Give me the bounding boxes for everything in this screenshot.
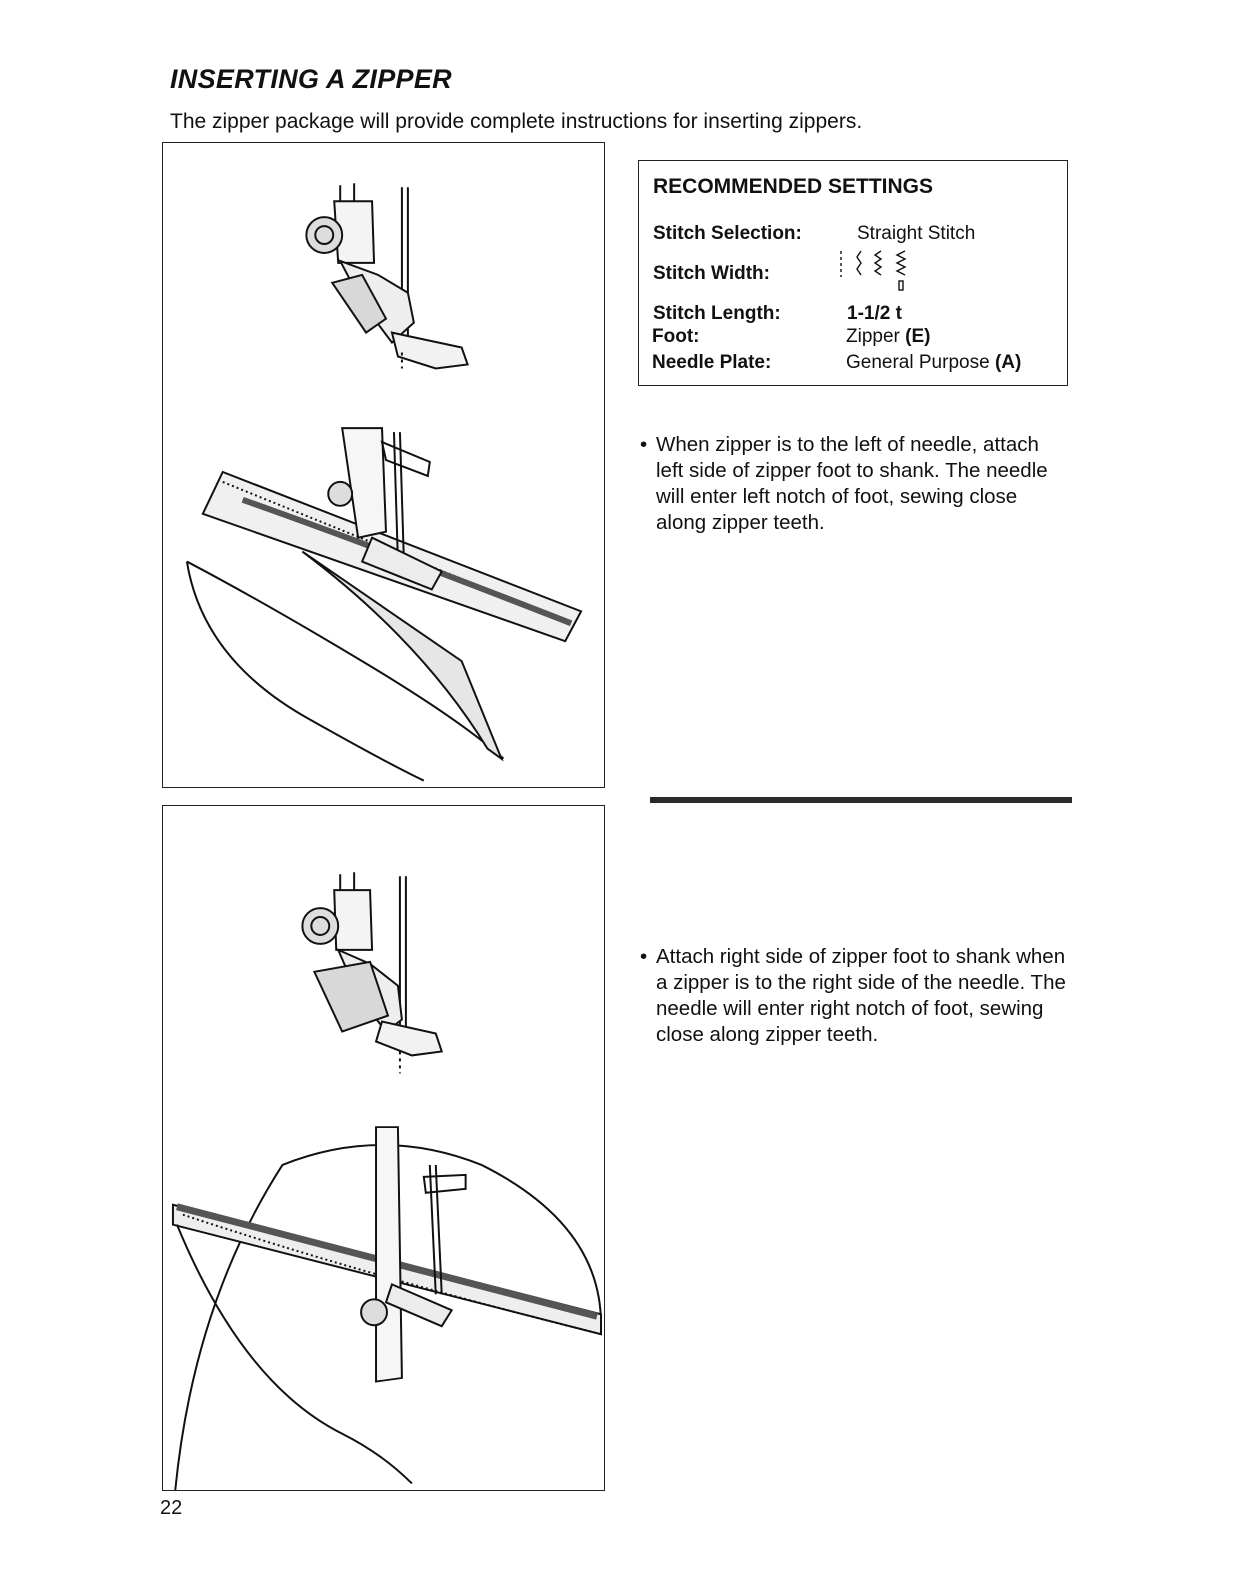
intro-text: The zipper package will provide complete instructions for inserting zippers.	[170, 110, 863, 133]
needle-plate-label: Needle Plate:	[652, 352, 772, 373]
foot-code: (E)	[905, 326, 931, 347]
figure-zipper-right	[162, 805, 605, 1491]
foot-value-text: Zipper	[846, 326, 900, 347]
instruction-right-zipper	[640, 944, 1070, 1048]
instruction-text: When zipper is to the left of needle, attach left side of zipper foot to shank. The needle will enter left notch of foot, sewing close along zipper teeth.	[656, 433, 1048, 534]
bullet: •	[640, 433, 648, 456]
page-number: 22	[160, 1497, 183, 1519]
foot-label: Foot:	[652, 326, 700, 347]
stitch-length-label: Stitch Length:	[653, 303, 781, 324]
bullet: •	[640, 945, 648, 968]
stitch-selection-label: Stitch Selection:	[653, 223, 802, 244]
stitch-width-icon	[835, 249, 925, 293]
zipper-foot-right-illustration	[163, 806, 604, 1490]
foot-value	[846, 326, 930, 348]
instruction-left-zipper	[640, 432, 1070, 536]
stitch-width-label: Stitch Width:	[653, 263, 770, 284]
stitch-length-value: 1-1/2 t	[847, 303, 902, 324]
stitch-selection-value: Straight Stitch	[857, 223, 976, 244]
figure-zipper-left	[162, 142, 605, 788]
needle-plate-code: (A)	[994, 352, 1022, 373]
page-title: INSERTING A ZIPPER	[170, 64, 452, 94]
section-divider	[650, 797, 1072, 803]
settings-heading: RECOMMENDED SETTINGS	[653, 175, 934, 198]
instruction-text: Attach right side of zipper foot to shank when a zipper is to the right side of the needle. The needle will enter right notch of foot, sewing close along zipper teeth.	[656, 945, 1066, 1046]
needle-plate-value-text: General Purpose	[846, 352, 990, 373]
needle-plate-value	[846, 352, 1021, 374]
zipper-foot-left-illustration	[163, 143, 604, 787]
